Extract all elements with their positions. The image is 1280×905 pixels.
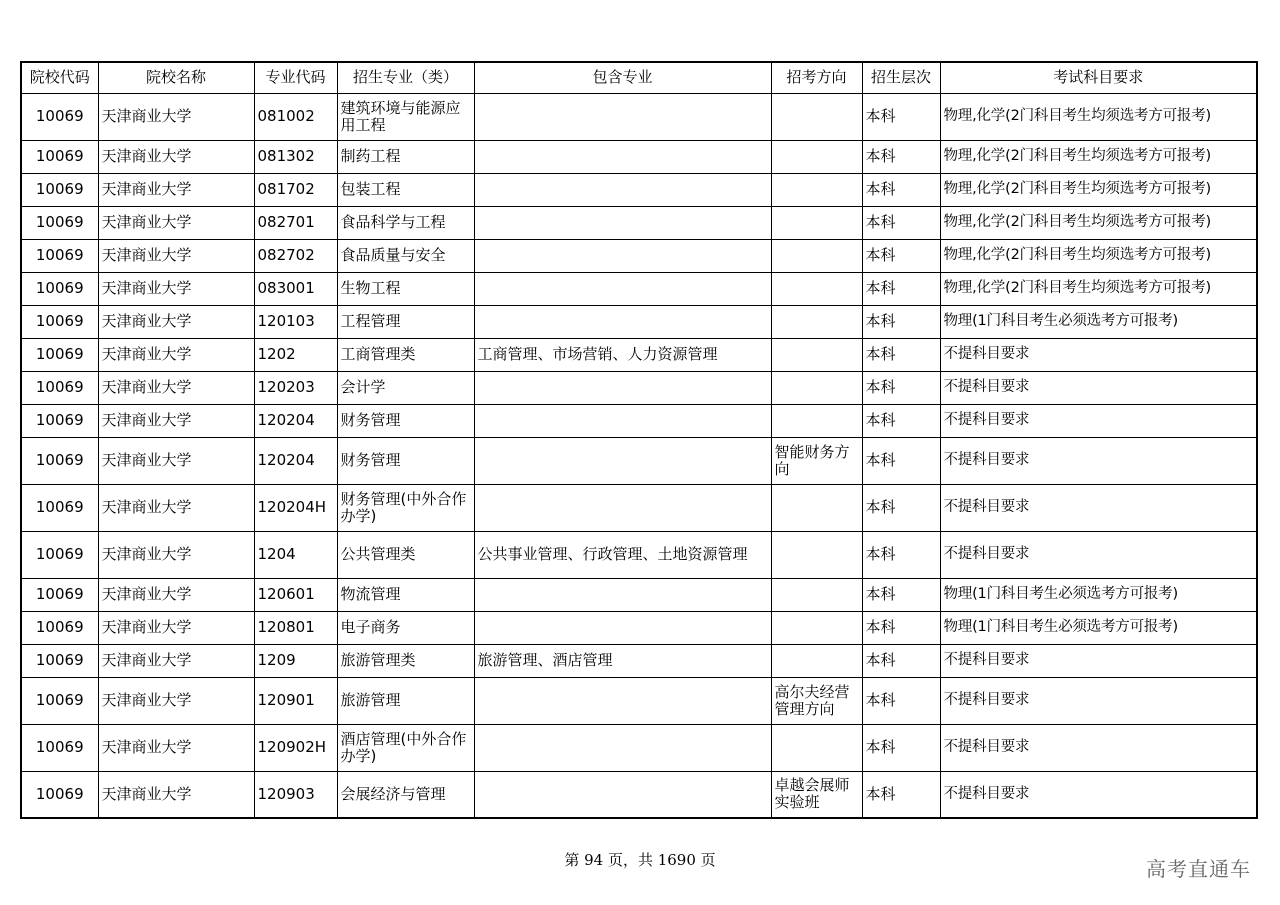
cell-exam-requirement: 不提科目要求 [940,771,1257,818]
table-row [21,371,1257,404]
cell-direction [771,404,862,437]
cell-major: 会计学 [337,371,474,404]
cell-level: 本科 [862,93,940,140]
cell-direction: 高尔夫经营管理方向 [771,677,862,724]
cell-school-code: 10069 [21,611,98,644]
header-exam-requirement: 考试科目要求 [940,62,1257,93]
cell-school-name: 天津商业大学 [98,677,254,724]
cell-level: 本科 [862,771,940,818]
cell-major: 财务管理(中外合作办学) [337,484,474,531]
cell-major: 食品科学与工程 [337,206,474,239]
header-row [21,62,1257,93]
cell-included-majors [474,771,771,818]
cell-level: 本科 [862,140,940,173]
table-row [21,677,1257,724]
cell-school-name: 天津商业大学 [98,531,254,578]
header-school-name: 院校名称 [98,62,254,93]
cell-direction [771,305,862,338]
cell-exam-requirement: 物理,化学(2门科目考生均须选考方可报考) [940,206,1257,239]
cell-major: 食品质量与安全 [337,239,474,272]
cell-school-code: 10069 [21,531,98,578]
cell-major-code: 120801 [254,611,337,644]
cell-level: 本科 [862,724,940,771]
cell-major-code: 081302 [254,140,337,173]
cell-included-majors [474,173,771,206]
cell-major-code: 081002 [254,93,337,140]
cell-school-code: 10069 [21,644,98,677]
watermark-logo: 高考直通车 [1146,857,1251,881]
cell-school-code: 10069 [21,239,98,272]
cell-exam-requirement: 不提科目要求 [940,644,1257,677]
cell-school-code: 10069 [21,404,98,437]
cell-direction [771,531,862,578]
cell-exam-requirement: 物理(1门科目考生必须选考方可报考) [940,305,1257,338]
cell-included-majors [474,578,771,611]
cell-exam-requirement: 不提科目要求 [940,531,1257,578]
cell-direction [771,371,862,404]
cell-major: 旅游管理 [337,677,474,724]
cell-school-name: 天津商业大学 [98,404,254,437]
table-row [21,771,1257,818]
cell-exam-requirement: 物理,化学(2门科目考生均须选考方可报考) [940,93,1257,140]
cell-school-name: 天津商业大学 [98,484,254,531]
cell-school-name: 天津商业大学 [98,206,254,239]
cell-school-name: 天津商业大学 [98,724,254,771]
cell-school-name: 天津商业大学 [98,93,254,140]
cell-level: 本科 [862,371,940,404]
cell-major: 物流管理 [337,578,474,611]
table-row [21,724,1257,771]
cell-exam-requirement: 不提科目要求 [940,404,1257,437]
cell-major-code: 1204 [254,531,337,578]
cell-school-name: 天津商业大学 [98,437,254,484]
header-major-code: 专业代码 [254,62,337,93]
cell-school-code: 10069 [21,437,98,484]
cell-school-code: 10069 [21,771,98,818]
cell-school-code: 10069 [21,484,98,531]
cell-major-code: 120204 [254,404,337,437]
cell-direction: 卓越会展师实验班 [771,771,862,818]
cell-major: 工商管理类 [337,338,474,371]
header-major: 招生专业（类） [337,62,474,93]
cell-level: 本科 [862,578,940,611]
cell-major-code: 120903 [254,771,337,818]
cell-major-code: 120203 [254,371,337,404]
cell-school-code: 10069 [21,338,98,371]
cell-included-majors [474,140,771,173]
cell-exam-requirement: 物理,化学(2门科目考生均须选考方可报考) [940,272,1257,305]
cell-school-code: 10069 [21,305,98,338]
table-row [21,173,1257,206]
cell-direction [771,272,862,305]
cell-school-code: 10069 [21,272,98,305]
table-row [21,644,1257,677]
cell-included-majors [474,677,771,724]
cell-level: 本科 [862,305,940,338]
cell-included-majors: 旅游管理、酒店管理 [474,644,771,677]
cell-level: 本科 [862,272,940,305]
cell-level: 本科 [862,173,940,206]
cell-included-majors [474,272,771,305]
cell-major-code: 120204 [254,437,337,484]
header-direction: 招考方向 [771,62,862,93]
cell-level: 本科 [862,484,940,531]
cell-exam-requirement: 不提科目要求 [940,371,1257,404]
cell-direction [771,173,862,206]
cell-school-name: 天津商业大学 [98,272,254,305]
cell-school-code: 10069 [21,677,98,724]
cell-included-majors: 公共事业管理、行政管理、土地资源管理 [474,531,771,578]
cell-major: 包装工程 [337,173,474,206]
cell-exam-requirement: 物理(1门科目考生必须选考方可报考) [940,578,1257,611]
cell-included-majors [474,404,771,437]
cell-direction [771,140,862,173]
cell-direction [771,93,862,140]
cell-major-code: 1202 [254,338,337,371]
table-row [21,140,1257,173]
cell-exam-requirement: 物理,化学(2门科目考生均须选考方可报考) [940,173,1257,206]
cell-included-majors [474,484,771,531]
cell-major: 酒店管理(中外合作办学) [337,724,474,771]
cell-major-code: 120601 [254,578,337,611]
cell-school-name: 天津商业大学 [98,239,254,272]
cell-included-majors [474,371,771,404]
cell-level: 本科 [862,531,940,578]
table-row [21,338,1257,371]
cell-exam-requirement: 不提科目要求 [940,437,1257,484]
cell-level: 本科 [862,338,940,371]
cell-direction [771,484,862,531]
cell-exam-requirement: 不提科目要求 [940,677,1257,724]
header-included-majors: 包含专业 [474,62,771,93]
admission-table [20,61,1258,819]
cell-school-name: 天津商业大学 [98,611,254,644]
table-row [21,437,1257,484]
cell-level: 本科 [862,206,940,239]
header-school-code: 院校代码 [21,62,98,93]
cell-included-majors [474,437,771,484]
cell-exam-requirement: 不提科目要求 [940,484,1257,531]
table-row [21,93,1257,140]
cell-direction [771,578,862,611]
cell-major: 制药工程 [337,140,474,173]
cell-exam-requirement: 不提科目要求 [940,724,1257,771]
cell-school-code: 10069 [21,140,98,173]
cell-level: 本科 [862,644,940,677]
cell-level: 本科 [862,437,940,484]
page-number: 第 94 页，共 1690 页 [564,851,716,869]
table-row [21,239,1257,272]
header-level: 招生层次 [862,62,940,93]
cell-major-code: 082701 [254,206,337,239]
cell-school-name: 天津商业大学 [98,644,254,677]
cell-school-code: 10069 [21,206,98,239]
table-row [21,206,1257,239]
cell-level: 本科 [862,239,940,272]
cell-school-name: 天津商业大学 [98,140,254,173]
cell-included-majors [474,305,771,338]
cell-included-majors [474,611,771,644]
table-row [21,305,1257,338]
cell-school-name: 天津商业大学 [98,771,254,818]
cell-exam-requirement: 物理,化学(2门科目考生均须选考方可报考) [940,140,1257,173]
cell-major: 建筑环境与能源应用工程 [337,93,474,140]
cell-major-code: 120204H [254,484,337,531]
cell-major: 财务管理 [337,404,474,437]
cell-school-code: 10069 [21,93,98,140]
cell-direction [771,338,862,371]
cell-direction [771,239,862,272]
table-row [21,484,1257,531]
cell-school-code: 10069 [21,173,98,206]
cell-major: 会展经济与管理 [337,771,474,818]
cell-major-code: 082702 [254,239,337,272]
cell-included-majors: 工商管理、市场营销、人力资源管理 [474,338,771,371]
cell-school-name: 天津商业大学 [98,371,254,404]
cell-school-name: 天津商业大学 [98,173,254,206]
cell-major: 工程管理 [337,305,474,338]
cell-direction [771,611,862,644]
cell-major: 生物工程 [337,272,474,305]
cell-exam-requirement: 物理,化学(2门科目考生均须选考方可报考) [940,239,1257,272]
cell-included-majors [474,239,771,272]
cell-school-code: 10069 [21,371,98,404]
cell-direction: 智能财务方向 [771,437,862,484]
cell-major-code: 120901 [254,677,337,724]
cell-major-code: 083001 [254,272,337,305]
cell-school-name: 天津商业大学 [98,578,254,611]
cell-major: 公共管理类 [337,531,474,578]
table-row [21,578,1257,611]
cell-major-code: 120902H [254,724,337,771]
table-body [21,93,1257,818]
cell-school-name: 天津商业大学 [98,338,254,371]
cell-level: 本科 [862,611,940,644]
cell-level: 本科 [862,404,940,437]
table-row [21,531,1257,578]
cell-direction [771,206,862,239]
table-row [21,611,1257,644]
cell-direction [771,644,862,677]
cell-included-majors [474,206,771,239]
cell-direction [771,724,862,771]
cell-school-code: 10069 [21,724,98,771]
cell-level: 本科 [862,677,940,724]
cell-major: 旅游管理类 [337,644,474,677]
cell-school-code: 10069 [21,578,98,611]
table-row [21,272,1257,305]
cell-major: 财务管理 [337,437,474,484]
cell-major: 电子商务 [337,611,474,644]
cell-included-majors [474,93,771,140]
cell-major-code: 120103 [254,305,337,338]
cell-included-majors [474,724,771,771]
cell-major-code: 1209 [254,644,337,677]
cell-major-code: 081702 [254,173,337,206]
cell-exam-requirement: 不提科目要求 [940,338,1257,371]
cell-exam-requirement: 物理(1门科目考生必须选考方可报考) [940,611,1257,644]
table-row [21,404,1257,437]
cell-school-name: 天津商业大学 [98,305,254,338]
